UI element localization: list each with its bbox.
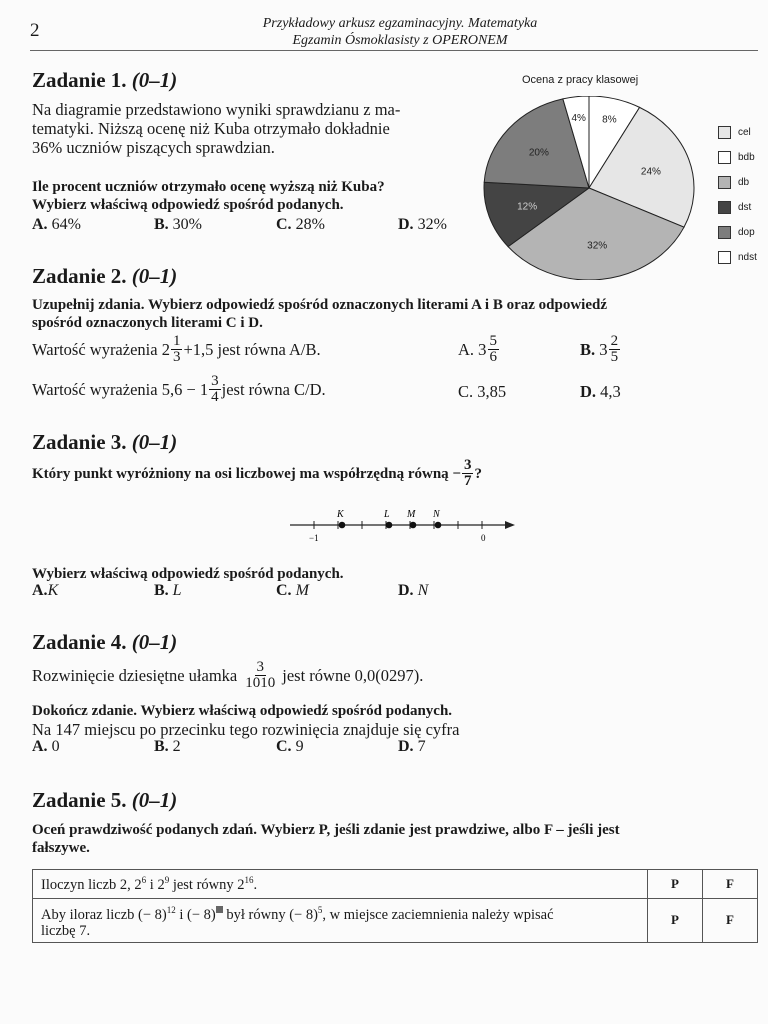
statement-text: jest równy 2: [169, 876, 245, 893]
denominator: 4: [211, 389, 219, 405]
answer-option[interactable]: [398, 582, 478, 600]
option-letter: A.: [32, 582, 48, 599]
expr-text: jest równa C/D.: [221, 380, 326, 399]
statement-text: i 2: [146, 876, 165, 893]
option-value: 7: [417, 738, 426, 755]
option-letter: B.: [580, 340, 596, 359]
chart-legend: [718, 120, 757, 270]
statement-cell: [33, 870, 648, 899]
table-row: [33, 870, 758, 899]
task3-label: Zadanie 3.: [32, 430, 127, 454]
option-value: 4,3: [600, 382, 621, 401]
page-number: 2: [30, 20, 40, 41]
blank-exponent-box: [216, 906, 223, 913]
header-rule: [30, 50, 758, 51]
option-value: 28%: [295, 216, 325, 233]
legend-label: dst: [738, 202, 752, 213]
answer-option[interactable]: [398, 738, 478, 756]
task1-options: [32, 216, 478, 234]
header-line-2: Egzamin Ósmoklasisty z OPERONEM: [292, 33, 508, 48]
fraction: [243, 660, 277, 691]
task1-title: [32, 68, 177, 93]
option-letter: D.: [398, 582, 414, 599]
legend-label: bdb: [738, 152, 755, 163]
task4-sentence: Na 147 miejscu po przecinku tego rozwinięcia znajduje się cyfra: [32, 720, 460, 739]
expr-text: Wartość wyrażenia 2: [32, 340, 170, 359]
option-letter: C.: [276, 216, 292, 233]
task1-text-line: tematyki. Niższą ocenę niż Kuba otrzymało dokładnie: [32, 119, 390, 138]
task5-instr-line: Oceń prawdziwość podanych zdań. Wybierz P, jeśli zdanie jest prawdziwe, albo F – jeśli jest: [32, 822, 620, 838]
task1-label: Zadanie 1.: [32, 68, 127, 92]
task3-points: (0–1): [131, 430, 178, 454]
task5-instructions: [32, 821, 762, 857]
denominator: 3: [172, 349, 181, 365]
task3-title: [32, 430, 177, 455]
fraction: [462, 458, 474, 489]
task1-points: (0–1): [131, 68, 178, 92]
option-letter: A.: [458, 340, 475, 359]
numerator: 1: [172, 333, 181, 349]
pie-label-ndst: 4%: [571, 112, 586, 124]
legend-item-cel: [718, 120, 757, 145]
fraction: [609, 334, 621, 365]
numerator: 5: [489, 333, 498, 349]
header-line-1: Przykładowy arkusz egzaminacyjny. Matematyka: [262, 16, 538, 31]
option-value: L: [172, 582, 182, 599]
denominator: 5: [610, 349, 619, 365]
point-n: [435, 522, 442, 529]
statement-text: .: [253, 876, 258, 893]
option-value: 0: [51, 738, 60, 755]
statement-text: był równy (− 8): [222, 906, 318, 923]
option-letter: C.: [276, 582, 292, 599]
point-m: [410, 522, 417, 529]
task3-options: [32, 582, 478, 600]
point-label-n: N: [433, 509, 440, 520]
answer-option[interactable]: [32, 738, 154, 756]
option-value: 32%: [417, 216, 447, 233]
legend-label: cel: [738, 127, 751, 138]
point-l: [386, 522, 393, 529]
exponent: 5: [317, 905, 323, 915]
option-letter: D.: [398, 738, 414, 755]
answer-option[interactable]: [32, 216, 154, 234]
option-letter: C.: [458, 382, 474, 401]
option-letter: B.: [154, 582, 169, 599]
legend-label: db: [738, 177, 750, 188]
legend-swatch: [718, 176, 731, 189]
option-letter: A.: [32, 216, 48, 233]
exponent: 12: [166, 905, 176, 915]
statement-text: i (− 8): [175, 906, 216, 923]
option-value: 30%: [172, 216, 202, 233]
task1-question-line: Ile procent uczniów otrzymało ocenę wyższą niż Kuba?: [32, 179, 385, 195]
task2-row2: [32, 374, 326, 405]
task2-row1: [32, 334, 321, 365]
numerator: 2: [610, 333, 619, 349]
table-row: [33, 899, 758, 943]
p-option[interactable]: P: [648, 899, 703, 943]
pie-chart: [478, 96, 700, 280]
statement-text: Rozwinięcie dziesiętne ułamka: [32, 666, 238, 685]
answer-option[interactable]: [276, 216, 398, 234]
denominator: 7: [463, 473, 472, 489]
statement-text: liczbę 7.: [41, 922, 91, 939]
task1-question: [32, 178, 482, 214]
answer-option[interactable]: [276, 582, 398, 600]
option-letter: A.: [32, 738, 48, 755]
task5-label: Zadanie 5.: [32, 788, 127, 812]
pie-label-cel: 8%: [602, 114, 617, 126]
f-option[interactable]: F: [703, 870, 758, 899]
task2-instr-line: spośród oznaczonych literami C i D.: [32, 315, 263, 331]
task4-statement: [32, 660, 423, 691]
legend-item-dst: [718, 195, 757, 220]
option-whole: 3: [599, 340, 608, 359]
task3-question: [32, 458, 482, 489]
option-letter: D.: [398, 216, 414, 233]
pie-label-dop: 20%: [528, 147, 549, 159]
task2-label: Zadanie 2.: [32, 264, 127, 288]
pie-label-bdb: 24%: [640, 166, 661, 178]
task2-instructions: [32, 296, 762, 332]
fraction: [209, 374, 221, 405]
legend-swatch: [718, 126, 731, 139]
legend-swatch: [718, 226, 731, 239]
question-text: ?: [474, 465, 482, 482]
numerator: 3: [463, 457, 472, 473]
legend-swatch: [718, 251, 731, 264]
task4-title: [32, 630, 177, 655]
option-b[interactable]: [580, 334, 621, 365]
option-letter: B.: [154, 216, 169, 233]
legend-label: dop: [738, 227, 755, 238]
task2-title: [32, 264, 177, 289]
exponent: 16: [244, 874, 254, 885]
option-value: 9: [295, 738, 304, 755]
point-label-m: M: [407, 509, 416, 520]
task4-points: (0–1): [131, 630, 178, 654]
task1-description: [32, 100, 472, 157]
exponent: 9: [164, 874, 170, 885]
question-text: Który punkt wyróżniony na osi liczbowej ma współrzędną równą −: [32, 465, 461, 482]
task5-points: (0–1): [131, 788, 178, 812]
legend-swatch: [718, 201, 731, 214]
pie-label-db: 32%: [587, 240, 608, 252]
answer-option[interactable]: [154, 738, 276, 756]
option-c[interactable]: [458, 382, 506, 401]
task4-options: [32, 738, 478, 756]
denominator: 6: [489, 349, 498, 365]
option-a[interactable]: [458, 334, 500, 365]
task3-instruction: Wybierz właściwą odpowiedź spośród podanych.: [32, 566, 344, 582]
number-line: [285, 505, 520, 550]
legend-item-db: [718, 170, 757, 195]
statement-cell: [33, 899, 648, 943]
statement-text: Iloczyn liczb 2, 2: [41, 876, 142, 893]
option-value: 64%: [51, 216, 81, 233]
task2-instr-line: Uzupełnij zdania. Wybierz odpowiedź spośród oznaczonych literami A i B oraz odpowiedź: [32, 297, 608, 313]
task4-instruction: Dokończ zdanie. Wybierz właściwą odpowiedź spośród podanych.: [32, 703, 453, 719]
option-value: N: [417, 582, 429, 599]
expr-text: Wartość wyrażenia 5,6 − 1: [32, 380, 209, 399]
pie-label-dst: 12%: [517, 201, 538, 213]
task5-title: [32, 788, 177, 813]
option-value: 2: [172, 738, 181, 755]
option-letter: C.: [276, 738, 292, 755]
page-header-title: [200, 15, 600, 49]
chart-title: Ocena z pracy klasowej: [522, 74, 639, 86]
true-false-table: [32, 869, 758, 943]
statement-text: jest równe 0,0(0297).: [282, 666, 424, 685]
axis-label-zero: 0: [481, 533, 486, 543]
fraction: [171, 334, 183, 365]
option-whole: 3: [478, 340, 487, 359]
answer-option[interactable]: [32, 582, 154, 600]
statement-text: , w miejsce zaciemnienia należy wpisać: [322, 906, 554, 923]
option-letter: B.: [154, 738, 169, 755]
option-value: 3,85: [477, 382, 507, 401]
answer-option[interactable]: [276, 738, 398, 756]
legend-item-ndst: [718, 245, 757, 270]
p-option[interactable]: P: [648, 870, 703, 899]
numerator: 3: [256, 659, 265, 675]
exponent: 6: [141, 874, 147, 885]
answer-option[interactable]: [154, 216, 276, 234]
answer-option[interactable]: [154, 582, 276, 600]
denominator: 1010: [245, 675, 276, 691]
expr-text: +1,5 jest równa A/B.: [183, 340, 321, 359]
task1-question-line: Wybierz właściwą odpowiedź spośród podanych.: [32, 197, 344, 213]
task4-label: Zadanie 4.: [32, 630, 127, 654]
point-label-l: L: [384, 509, 390, 520]
legend-item-bdb: [718, 145, 757, 170]
axis-arrow: [505, 521, 515, 529]
fraction: [488, 334, 500, 365]
axis-label-minus-one: −1: [309, 533, 319, 543]
numerator: 3: [211, 373, 219, 389]
f-option[interactable]: F: [703, 899, 758, 943]
option-value: K: [47, 582, 59, 599]
task1-text-line: Na diagramie przedstawiono wyniki sprawdzianu z ma-: [32, 100, 401, 119]
option-value: M: [295, 582, 309, 599]
answer-option[interactable]: [398, 216, 478, 234]
legend-swatch: [718, 151, 731, 164]
legend-label: ndst: [738, 252, 757, 263]
point-k: [339, 522, 346, 529]
task2-points: (0–1): [131, 264, 178, 288]
point-label-k: K: [337, 509, 344, 520]
statement-text: Aby iloraz liczb (− 8): [41, 906, 167, 923]
option-letter: D.: [580, 382, 597, 401]
task5-instr-line: fałszywe.: [32, 840, 90, 856]
option-d[interactable]: [580, 382, 621, 401]
legend-item-dop: [718, 220, 757, 245]
task1-text-line: 36% uczniów piszących sprawdzian.: [32, 138, 275, 157]
